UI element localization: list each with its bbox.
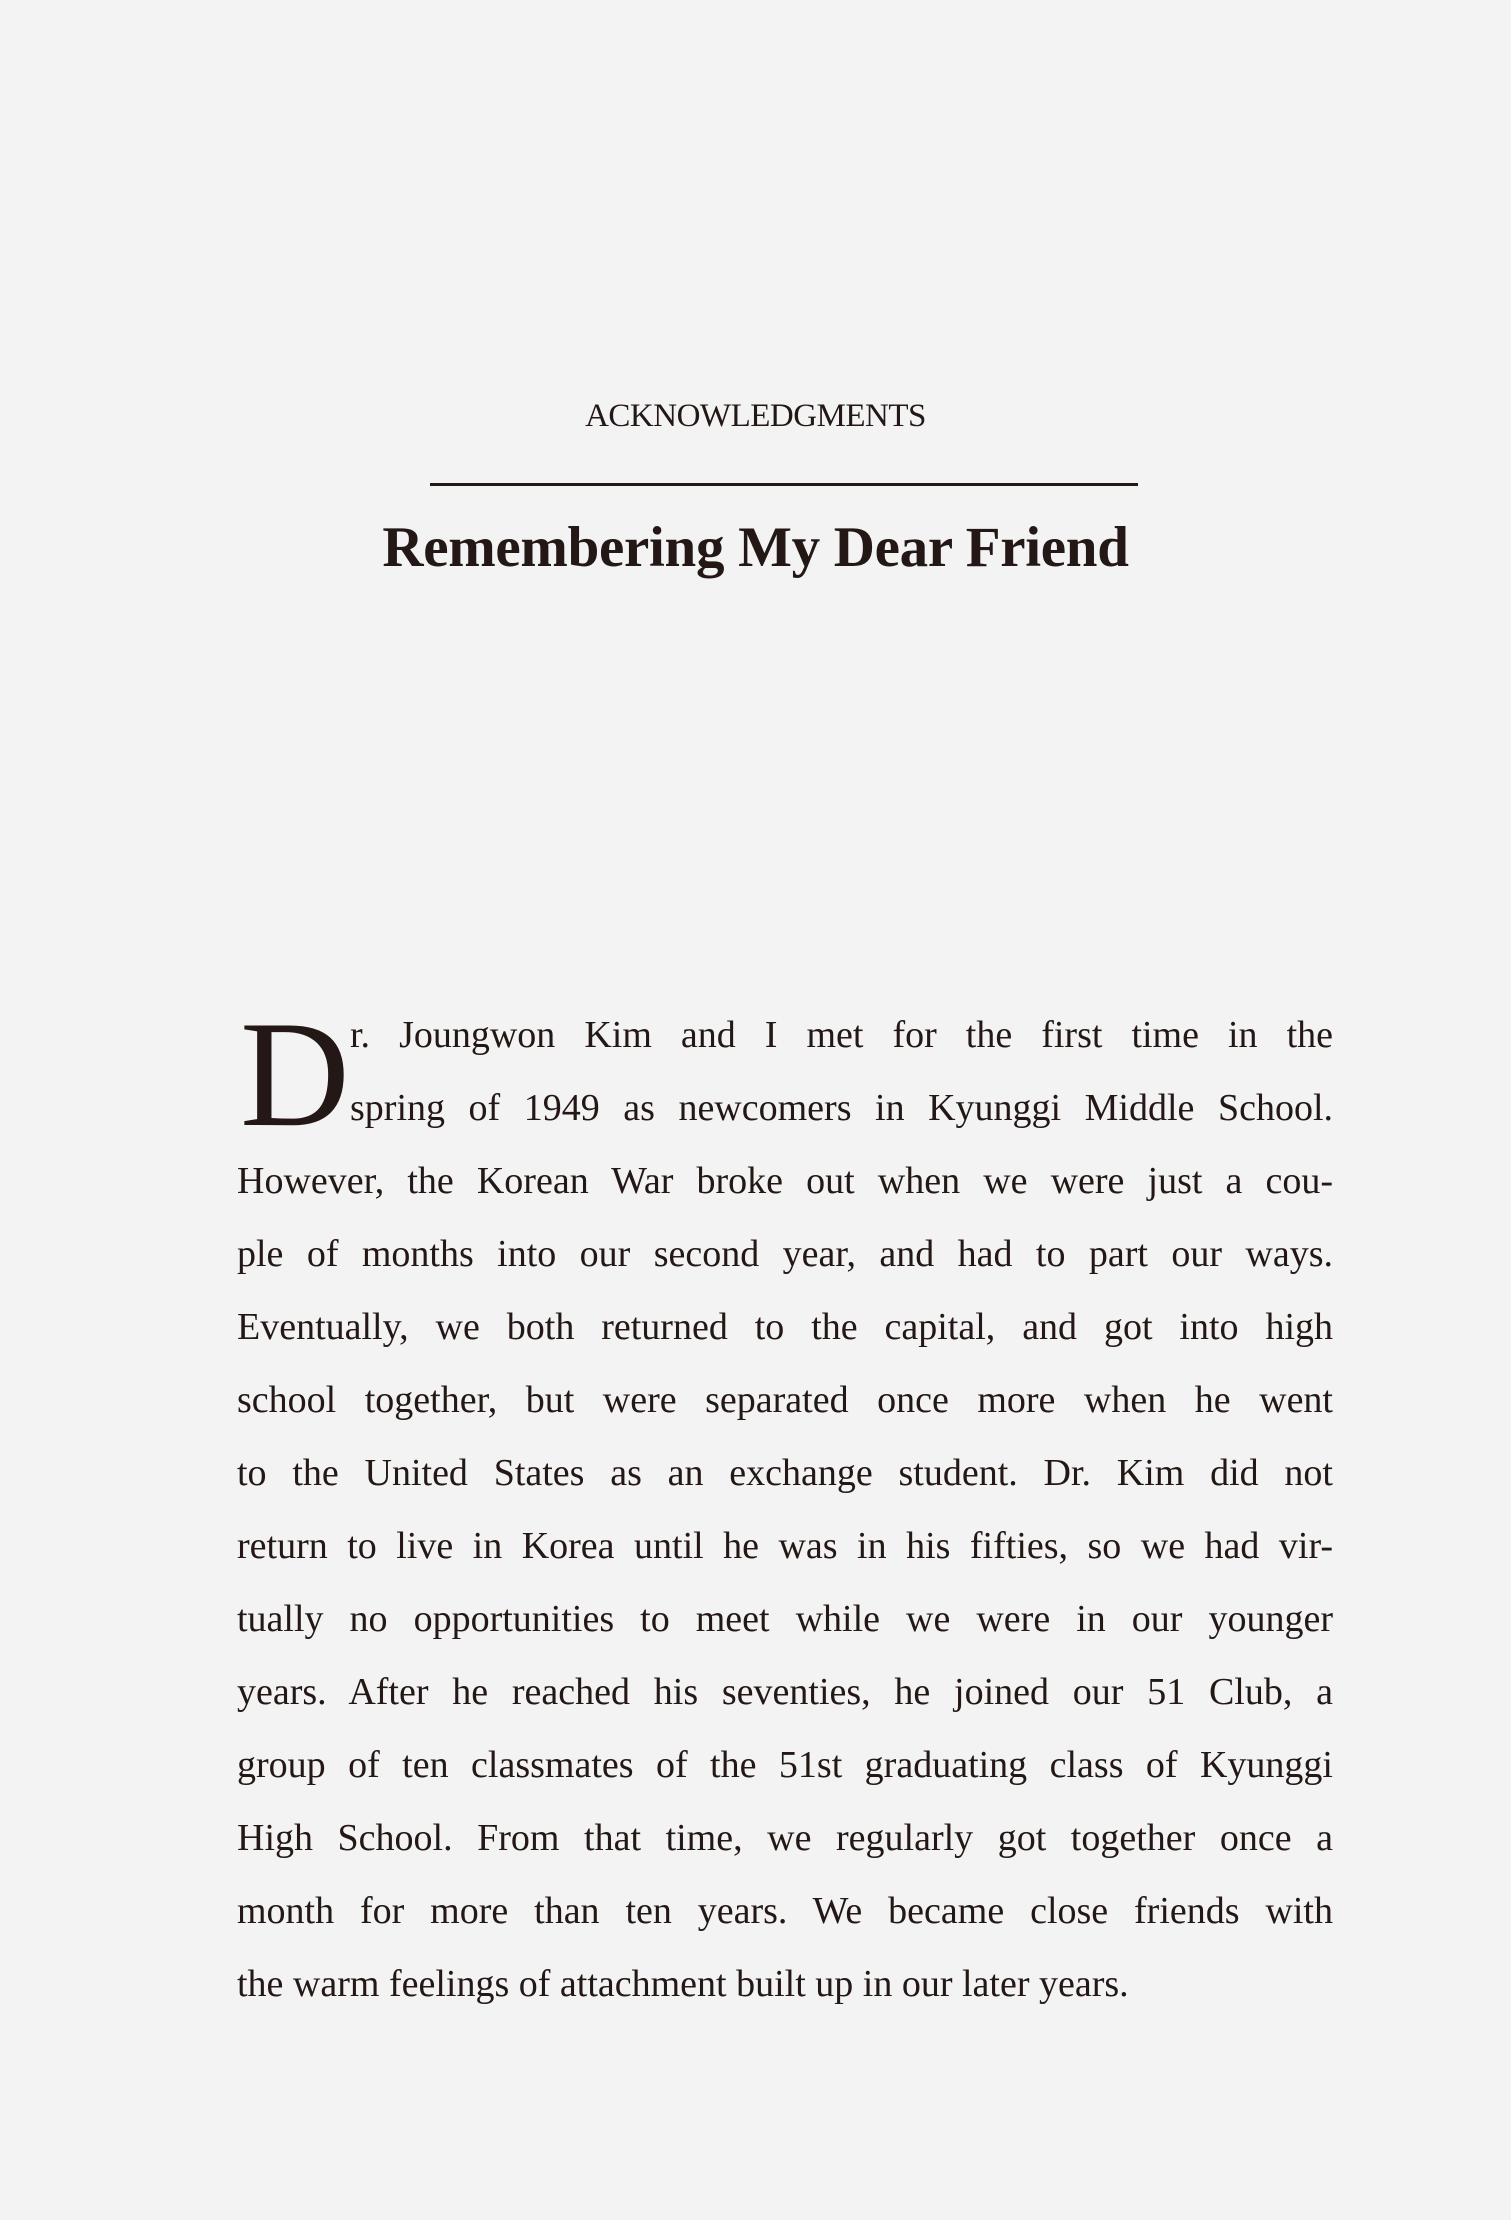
text-line: school together, but were separated once more when he went bbox=[237, 1379, 1333, 1421]
text-line: r. Joungwon Kim and I met for the first time in the bbox=[350, 1014, 1333, 1056]
text-line: Eventually, we both returned to the capital, and got into high bbox=[237, 1306, 1333, 1348]
text-line: group of ten classmates of the 51st graduating class of Kyunggi bbox=[237, 1744, 1333, 1786]
text-line: years. After he reached his seventies, he joined our 51 Club, a bbox=[237, 1671, 1333, 1713]
text-line: spring of 1949 as newcomers in Kyunggi Middle School. bbox=[350, 1087, 1333, 1129]
text-line: tually no opportunities to meet while we were in our younger bbox=[237, 1598, 1333, 1640]
text-line: High School. From that time, we regularly got together once a bbox=[237, 1817, 1333, 1859]
text-line: return to live in Korea until he was in his fifties, so we had vir- bbox=[237, 1525, 1333, 1567]
text-line: ple of months into our second year, and had to part our ways. bbox=[237, 1233, 1333, 1275]
text-line-last: the warm feelings of attachment built up in our later years. bbox=[237, 1963, 1129, 2005]
body-paragraph bbox=[237, 990, 1333, 2034]
heading-divider-rule bbox=[430, 483, 1138, 486]
section-label: ACKNOWLEDGMENTS bbox=[585, 398, 926, 434]
drop-cap: D bbox=[240, 990, 350, 1158]
text-line: month for more than ten years. We became close friends with bbox=[237, 1890, 1333, 1932]
chapter-title: Remembering My Dear Friend bbox=[382, 516, 1129, 579]
text-line: However, the Korean War broke out when we were just a cou- bbox=[237, 1160, 1333, 1202]
text-line: to the United States as an exchange student. Dr. Kim did not bbox=[237, 1452, 1333, 1494]
